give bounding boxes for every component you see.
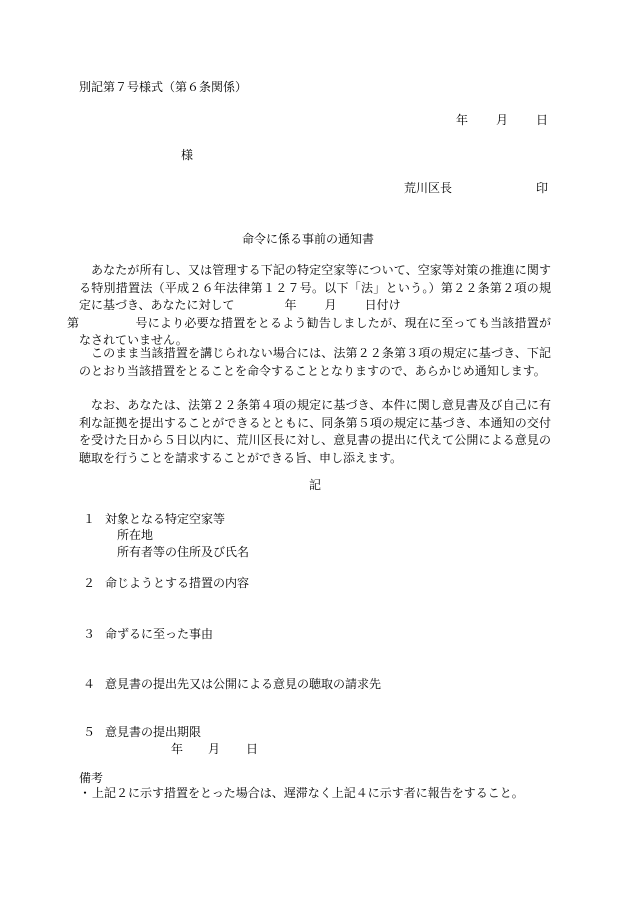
p1-number-prefix: 第	[67, 315, 80, 330]
form-label: 別記第７号様式（第６条関係）	[79, 80, 248, 94]
item-4-label: 意見書の提出先又は公開による意見の聴取の請求先	[105, 677, 382, 691]
addressee-suffix: 様	[181, 148, 194, 162]
date-year-label: 年	[456, 113, 469, 127]
p1-day: 日付け	[364, 298, 401, 312]
item-5-number: ５	[83, 725, 96, 739]
item-5-day: 日	[246, 742, 259, 756]
body-paragraph-2: このまま当該措置を講じられない場合には、法第２２条第３項の規定に基づき、下記のとおり当該措置をとることを命令することとなりますので、あらかじめ通知します。	[79, 346, 551, 378]
item-1-number: １	[83, 512, 96, 526]
item-5-month: 月	[208, 742, 221, 756]
p1-text-b: 号により必要な措置をとるよう勧告しましたが、現在に至っても当該措置がなされていません。	[79, 315, 551, 347]
item-3-label: 命ずるに至った事由	[105, 627, 214, 641]
item-3-number: ３	[83, 627, 96, 641]
item-2-label: 命じようとする措置の内容	[105, 576, 250, 590]
remarks-bullet: ・	[79, 786, 92, 800]
item-1-label: 対象となる特定空家等	[105, 512, 226, 526]
issuer-seal: 印	[536, 181, 549, 195]
date-month-label: 月	[496, 113, 509, 127]
date-day-label: 日	[536, 113, 549, 127]
p1-year: 年	[284, 298, 297, 312]
ki-heading: 記	[309, 478, 322, 492]
remarks-text: 上記２に示す措置をとった場合は、遅滞なく上記４に示す者に報告をすること。	[92, 786, 524, 800]
item-2-number: ２	[83, 576, 96, 590]
p1-text-a: あなたが所有し、又は管理する下記の特定空家等について、空家等対策の推進に関する特別措置法（平成２６年法律第１２７号。以下「法」という。）第２２条第２項の規定に基づき、あなたに対して	[79, 263, 551, 312]
p1-month: 月	[324, 298, 337, 312]
body-paragraph-1	[67, 262, 551, 350]
item-4-number: ４	[83, 677, 96, 691]
document-title: 命令に係る事前の通知書	[242, 232, 375, 246]
item-5-year: 年	[171, 742, 184, 756]
item-1-sub-location: 所在地	[117, 528, 154, 542]
item-5-label: 意見書の提出期限	[105, 725, 202, 739]
issuer-name: 荒川区長	[404, 181, 453, 195]
remarks-heading: 備考	[79, 771, 104, 785]
remarks-note	[79, 785, 551, 802]
body-paragraph-3: なお、あなたは、法第２２条第４項の規定に基づき、本件に関し意見書及び自己に有利な証拠を提出することができるとともに、同条第５項の規定に基づき、本通知の交付を受けた日から５日以内に、荒川区長に対し、意見書の提出に代えて公開による意見の聴取を行うことを請求することができる旨、申し添えます。	[79, 398, 551, 465]
item-1-sub-owner: 所有者等の住所及び氏名	[117, 545, 250, 559]
